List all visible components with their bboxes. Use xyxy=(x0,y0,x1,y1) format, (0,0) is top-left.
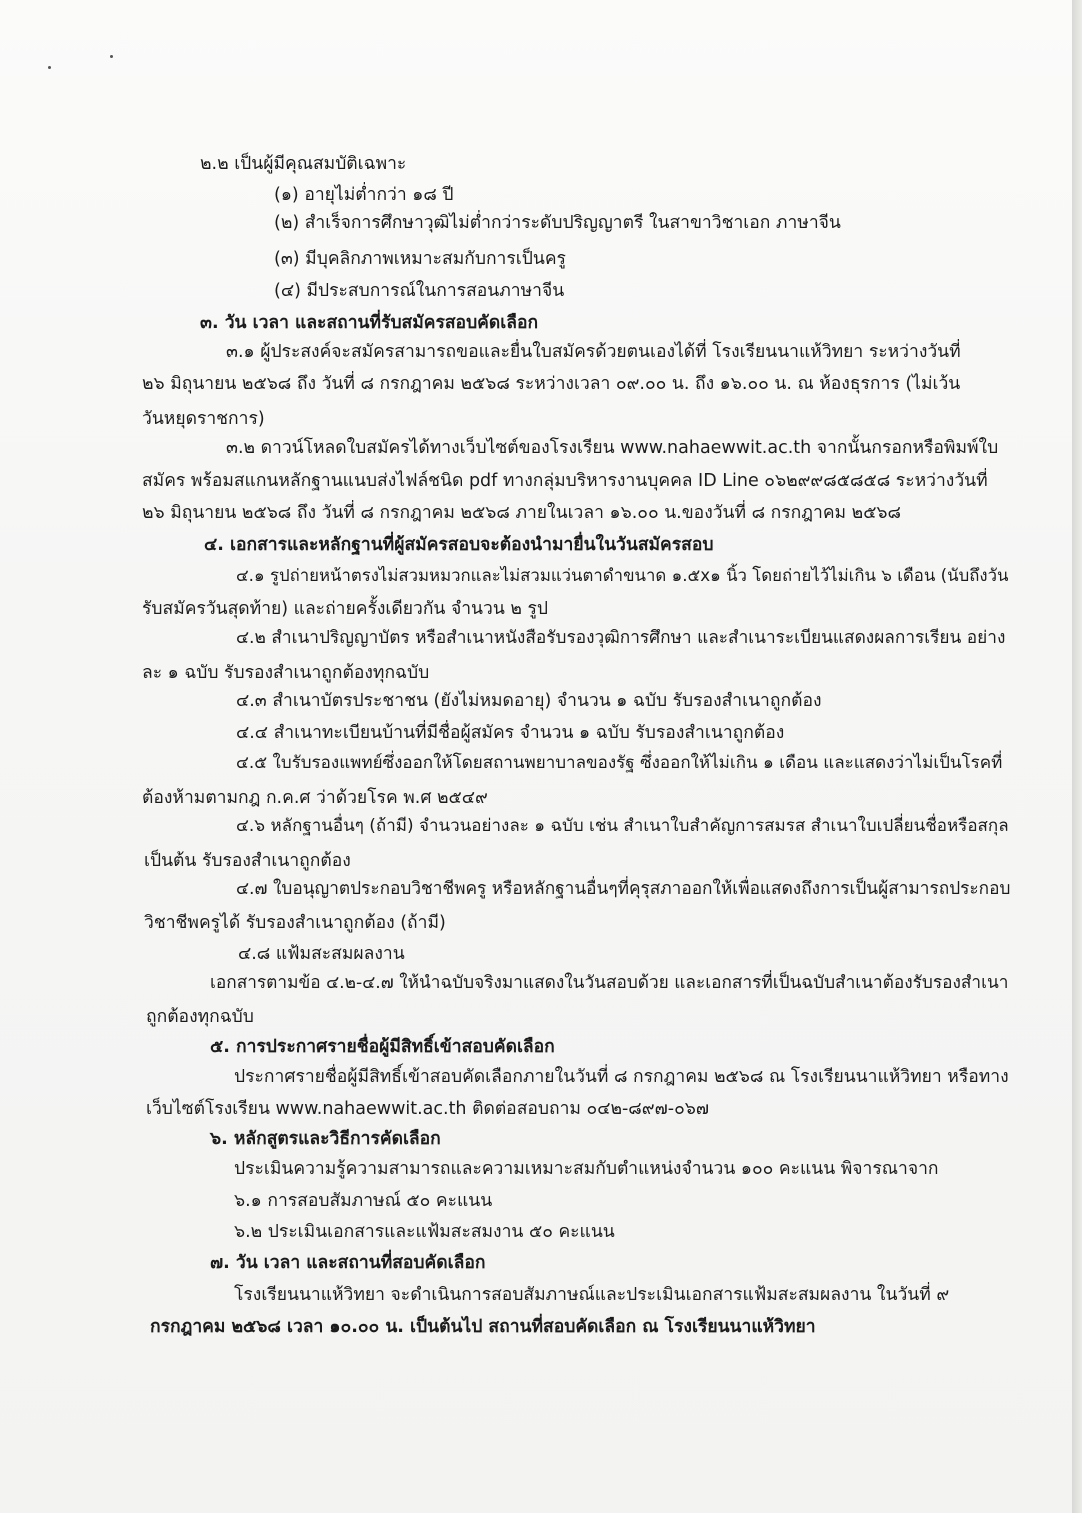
text-line: (๑) อายุไม่ต่ำกว่า ๑๘ ปี xyxy=(274,185,454,205)
text-line: ๖.๑ การสอบสัมภาษณ์ ๕๐ คะแนน xyxy=(234,1191,493,1211)
text-line: ๒๖ มิถุนายน ๒๕๖๘ ถึง วันที่ ๘ กรกฎาคม ๒๕๖๘ ภายในเวลา ๑๖.๐๐ น.ของวันที่ ๘ กรกฎาคม ๒๕๖๘ xyxy=(142,503,902,523)
text-line: ๓.๒ ดาวน์โหลดใบสมัครได้ทางเว็บไซต์ของโรงเรียน www.nahaewwit.ac.th จากนั้นกรอกหรือพิมพ์ใบ xyxy=(226,438,999,458)
text-line: (๓) มีบุคลิกภาพเหมาะสมกับการเป็นครู xyxy=(274,249,566,269)
text-line: ๔.๑ รูปถ่ายหน้าตรงไม่สวมหมวกและไม่สวมแว่นตาดำขนาด ๑.๕x๑ นิ้ว โดยถ่ายไว้ไม่เกิน ๖ เดือน (นับถึงวัน xyxy=(236,565,1009,585)
text-line: ต้องห้ามตามกฎ ก.ค.ศ ว่าด้วยโรค พ.ศ ๒๕๔๙ xyxy=(142,788,488,808)
text-line: วันหยุดราชการ) xyxy=(142,409,265,429)
text-line: วิชาชีพครูได้ รับรองสำเนาถูกต้อง (ถ้ามี) xyxy=(144,913,446,933)
section-heading: ๗. วัน เวลา และสถานที่สอบคัดเลือก xyxy=(210,1253,486,1273)
text-line: เว็บไซต์โรงเรียน www.nahaewwit.ac.th ติดต่อสอบถาม ๐๔๒-๘๙๗-๐๖๗ xyxy=(146,1099,710,1119)
text-line: ๔.๔ สำเนาทะเบียนบ้านที่มีชื่อผู้สมัคร จำนวน ๑ ฉบับ รับรองสำเนาถูกต้อง xyxy=(236,723,785,743)
text-line: ๔.๓ สำเนาบัตรประชาชน (ยังไม่หมดอายุ) จำนวน ๑ ฉบับ รับรองสำเนาถูกต้อง xyxy=(236,691,822,711)
section-heading: ๔. เอกสารและหลักฐานที่ผู้สมัครสอบจะต้องนำมายื่นในวันสมัครสอบ xyxy=(204,535,714,555)
text-line: (๒) สำเร็จการศึกษาวุฒิไม่ต่ำกว่าระดับปริญญาตรี ในสาขาวิชาเอก ภาษาจีน xyxy=(274,213,841,233)
text-line: ๔.๗ ใบอนุญาตประกอบวิชาชีพครู หรือหลักฐานอื่นๆที่คุรุสภาออกให้เพื่อแสดงถึงการเป็นผู้สามารถประกอบ xyxy=(236,879,1011,899)
text-line: โรงเรียนนาแห้วิทยา จะดำเนินการสอบสัมภาษณ์และประเมินเอกสารแฟ้มสะสมผลงาน ในวันที่ ๙ xyxy=(234,1285,950,1305)
text-line: สมัคร พร้อมสแกนหลักฐานแนบส่งไฟล์ชนิด pdf ทางกลุ่มบริหารงานบุคคล ID Line ๐๖๒๙๙๘๕๘๕๘ ระหว่างวันที่ xyxy=(142,471,988,491)
text-line: ๔.๒ สำเนาปริญญาบัตร หรือสำเนาหนังสือรับรองวุฒิการศึกษา และสำเนาระเบียนแสดงผลการเรียน อย่าง xyxy=(236,628,1006,648)
dust-speck xyxy=(48,66,51,69)
text-line: ๖.๒ ประเมินเอกสารและแฟ้มสะสมงาน ๕๐ คะแนน xyxy=(234,1222,615,1242)
section-heading: ๖. หลักสูตรและวิธีการคัดเลือก xyxy=(210,1129,441,1149)
text-line: ๓.๑ ผู้ประสงค์จะสมัครสามารถขอและยื่นใบสมัครด้วยตนเองได้ที่ โรงเรียนนาแห้วิทยา ระหว่างวันที่ xyxy=(226,342,961,362)
text-line: ๔.๘ แฟ้มสะสมผลงาน xyxy=(238,944,405,964)
text-line: รับสมัครวันสุดท้าย) และถ่ายครั้งเดียวกัน จำนวน ๒ รูป xyxy=(142,599,548,619)
paper-stack-edge xyxy=(1072,0,1082,1513)
text-line: ๔.๕ ใบรับรองแพทย์ซึ่งออกให้โดยสถานพยาบาลของรัฐ ซึ่งออกให้ไม่เกิน ๑ เดือน และแสดงว่าไม่เป็นโรคที่ xyxy=(236,753,1003,773)
text-line: กรกฎาคม ๒๕๖๘ เวลา ๑๐.๐๐ น. เป็นต้นไป สถานที่สอบคัดเลือก ณ โรงเรียนนาแห้วิทยา xyxy=(150,1317,816,1337)
text-line: ๒๖ มิถุนายน ๒๕๖๘ ถึง วันที่ ๘ กรกฎาคม ๒๕๖๘ ระหว่างเวลา ๐๙.๐๐ น. ถึง ๑๖.๐๐ น. ณ ห้องธุรการ (ไม่เว้น xyxy=(142,374,961,394)
text-line: ประกาศรายชื่อผู้มีสิทธิ์เข้าสอบคัดเลือกภายในวันที่ ๘ กรกฎาคม ๒๕๖๘ ณ โรงเรียนนาแห้วิทยา หรือทาง xyxy=(234,1067,1009,1087)
text-line: ๒.๒ เป็นผู้มีคุณสมบัติเฉพาะ xyxy=(200,154,407,174)
text-line: (๔) มีประสบการณ์ในการสอนภาษาจีน xyxy=(274,281,565,301)
text-line: ละ ๑ ฉบับ รับรองสำเนาถูกต้องทุกฉบับ xyxy=(142,663,430,683)
section-heading: ๕. การประกาศรายชื่อผู้มีสิทธิ์เข้าสอบคัดเลือก xyxy=(210,1037,555,1057)
dust-speck xyxy=(110,55,113,58)
text-line: เอกสารตามข้อ ๔.๒-๔.๗ ให้นำฉบับจริงมาแสดงในวันสอบด้วย และเอกสารที่เป็นฉบับสำเนาต้องรับรองสำเนา xyxy=(210,973,1009,993)
text-line: เป็นต้น รับรองสำเนาถูกต้อง xyxy=(144,851,351,871)
text-line: ถูกต้องทุกฉบับ xyxy=(146,1007,254,1027)
section-heading: ๓. วัน เวลา และสถานที่รับสมัครสอบคัดเลือก xyxy=(200,313,539,333)
text-line: ประเมินความรู้ความสามารถและความเหมาะสมกับตำแหน่งจำนวน ๑๐๐ คะแนน พิจารณาจาก xyxy=(234,1159,939,1179)
text-line: ๔.๖ หลักฐานอื่นๆ (ถ้ามี) จำนวนอย่างละ ๑ ฉบับ เช่น สำเนาใบสำคัญการสมรส สำเนาใบเปลี่ยนชื่อหรือสกุล xyxy=(236,816,1009,836)
